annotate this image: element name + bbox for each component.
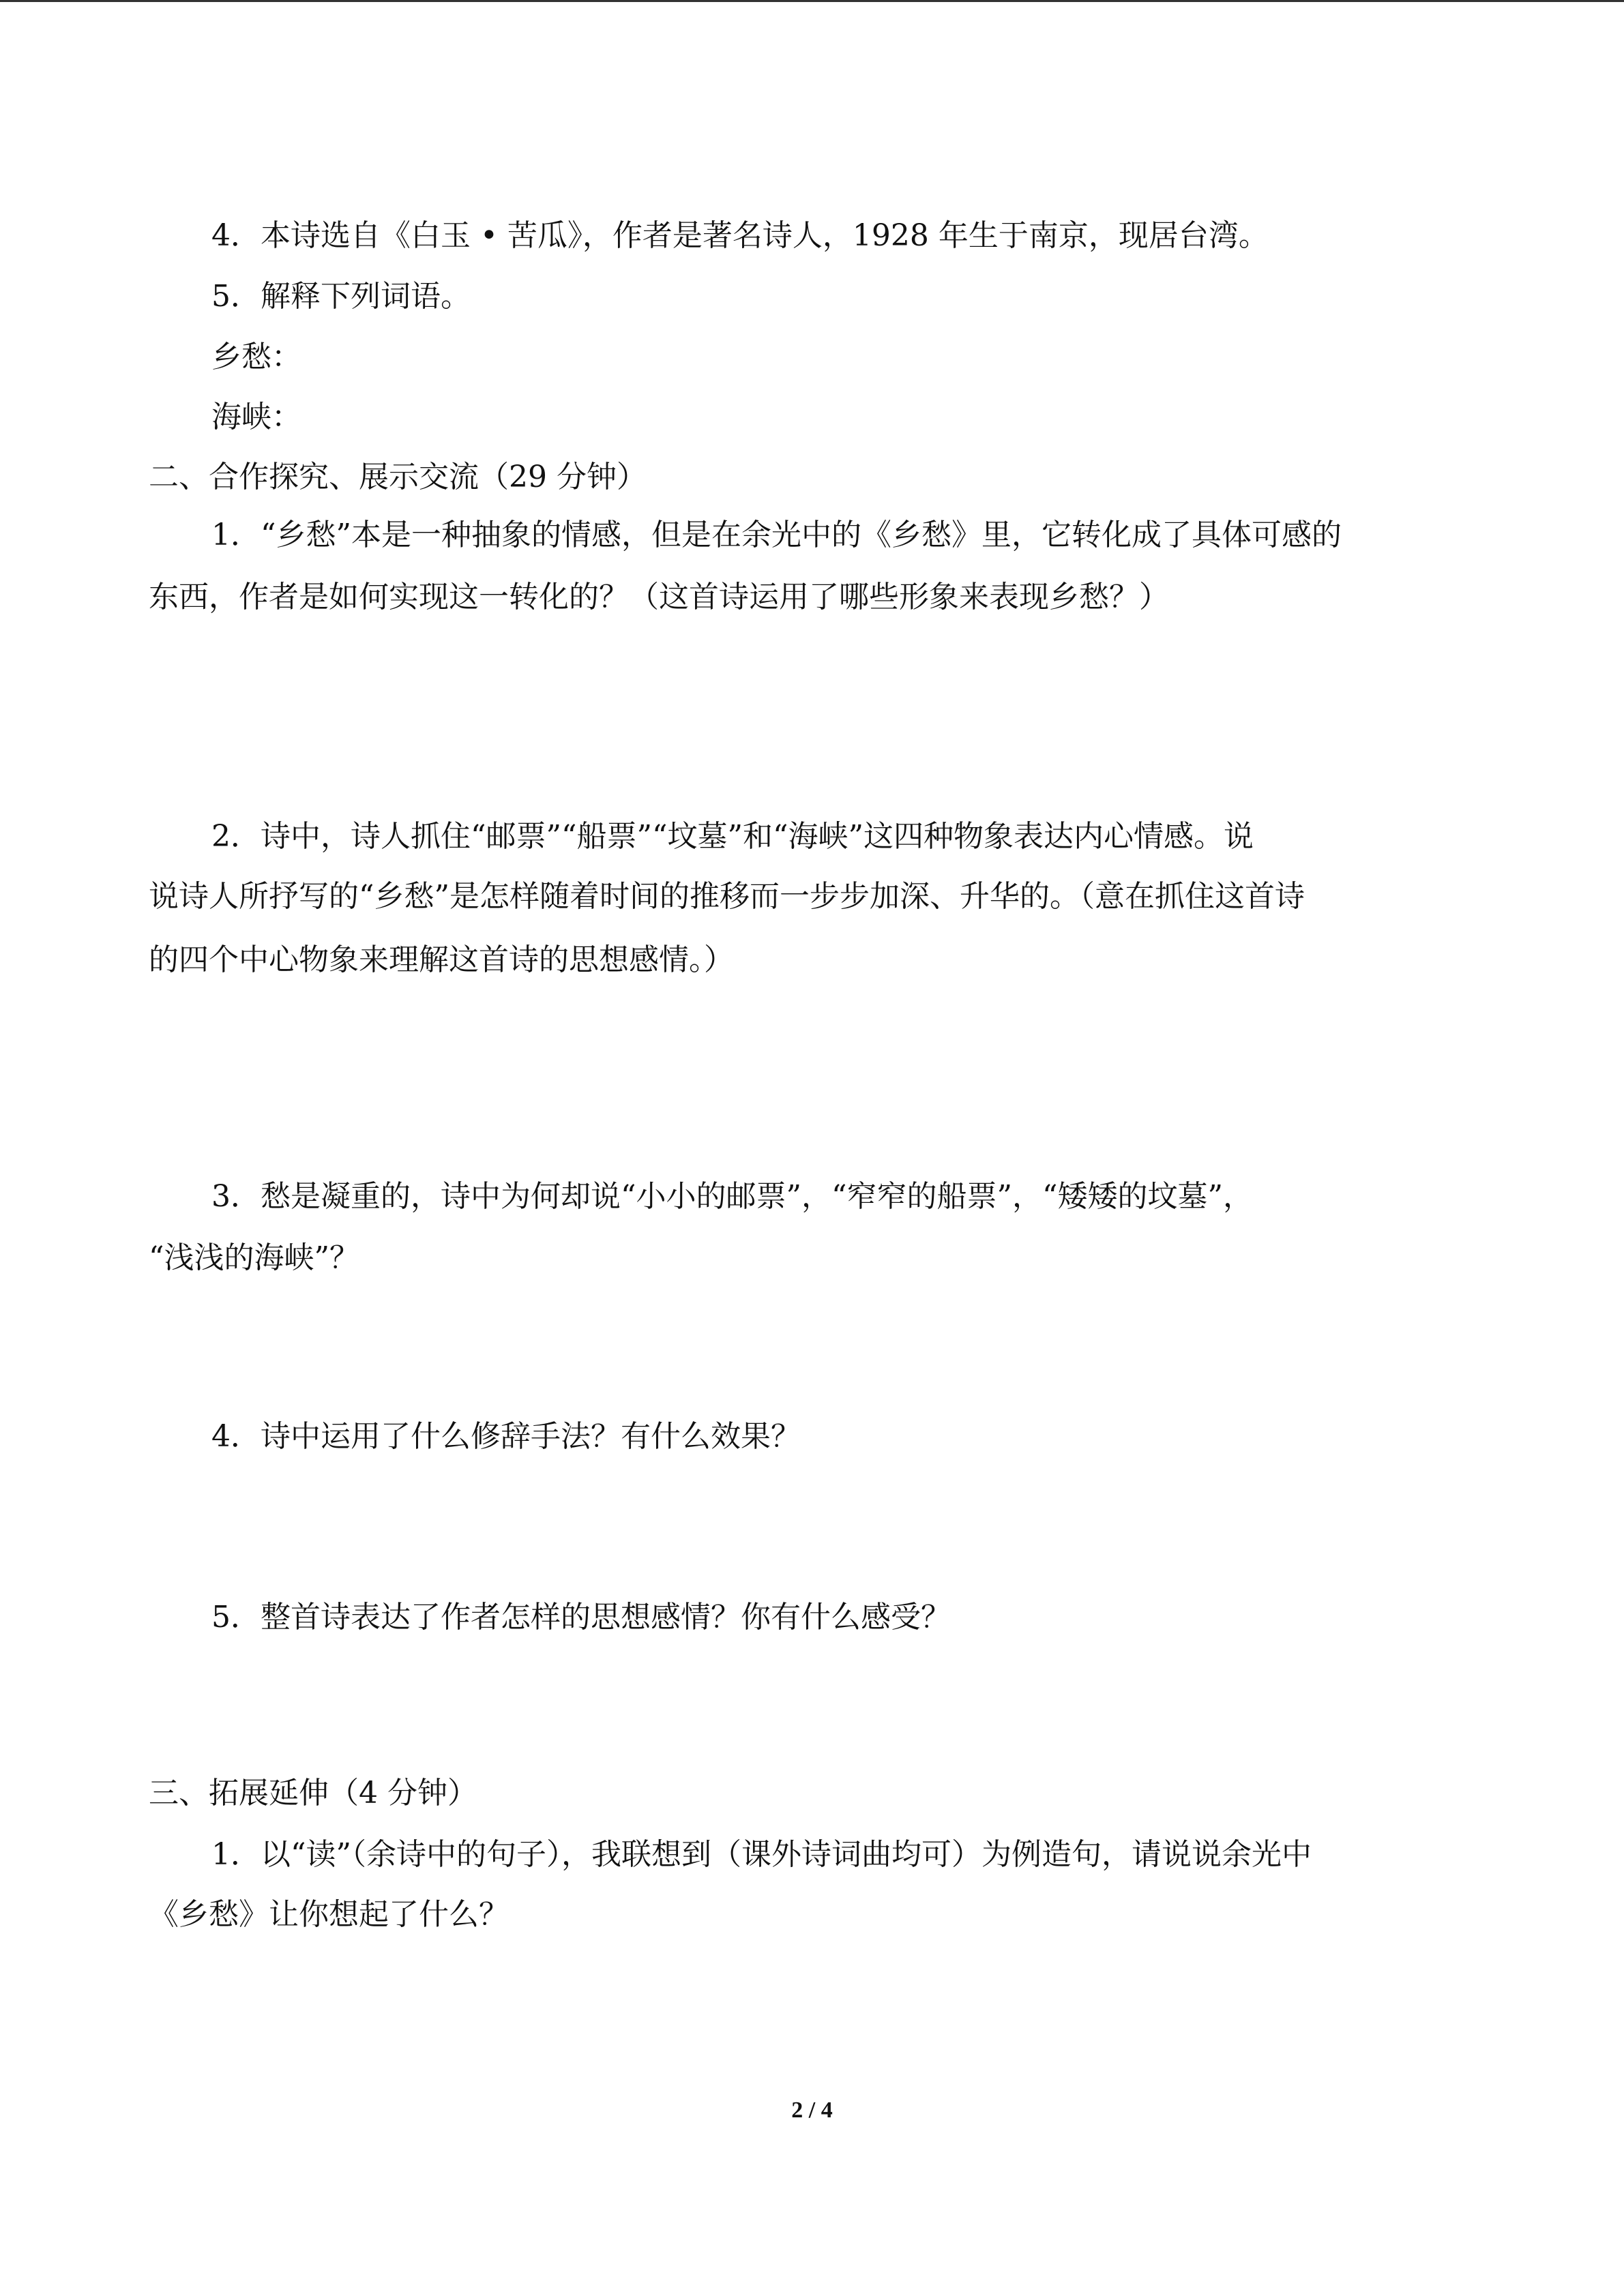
section-2-question-1-line-2: 东西，作者是如何实现这一转化的？（这首诗运用了哪些形象来表现乡愁？）	[149, 580, 1169, 614]
item-5-explain-words: 5．解释下列词语。	[211, 279, 471, 314]
section-2-heading: 二、合作探究、展示交流（29 分钟）	[149, 460, 647, 494]
section-2-question-3-line-1: 3．愁是凝重的，诗中为何却说“小小的邮票”，“窄窄的船票”，“矮矮的坟墓”，	[211, 1179, 1253, 1214]
word-xiangchou-label: 乡愁：	[211, 340, 301, 374]
section-2-question-2-line-2: 说诗人所抒写的“乡愁”是怎样随着时间的推移而一步步加深、升华的。（意在抓住这首诗	[149, 879, 1305, 914]
section-2-question-4: 4．诗中运用了什么修辞手法？有什么效果？	[211, 1419, 801, 1454]
section-2-question-2-line-1: 2．诗中，诗人抓住“邮票”“船票”“坟墓”和“海峡”这四种物象表达内心情感。说	[211, 819, 1254, 854]
word-haixia-label: 海峡：	[211, 400, 301, 434]
section-2-question-3-line-2: “浅浅的海峡”？	[149, 1240, 359, 1275]
item-4-source-text: 4．本诗选自《白玉 • 苦瓜》，作者是著名诗人，1928 年生于南京，现居台湾。	[211, 218, 1269, 253]
section-2-question-2-line-3: 的四个中心物象来理解这首诗的思想感情。）	[149, 942, 734, 977]
section-2-question-5: 5．整首诗表达了作者怎样的思想感情？你有什么感受？	[211, 1600, 951, 1635]
section-3-heading: 三、拓展延伸（4 分钟）	[149, 1776, 477, 1810]
section-3-question-1-line-1: 1．以“读”（余诗中的句子），我联想到（课外诗词曲均可）为例造句，请说说余光中	[211, 1837, 1312, 1872]
section-3-question-1-line-2: 《乡愁》让你想起了什么？	[149, 1897, 509, 1932]
page-number: 2 / 4	[791, 2098, 833, 2123]
section-2-question-1-line-1: 1．“乡愁”本是一种抽象的情感，但是在余光中的《乡愁》里，它转化成了具体可感的	[211, 518, 1342, 552]
